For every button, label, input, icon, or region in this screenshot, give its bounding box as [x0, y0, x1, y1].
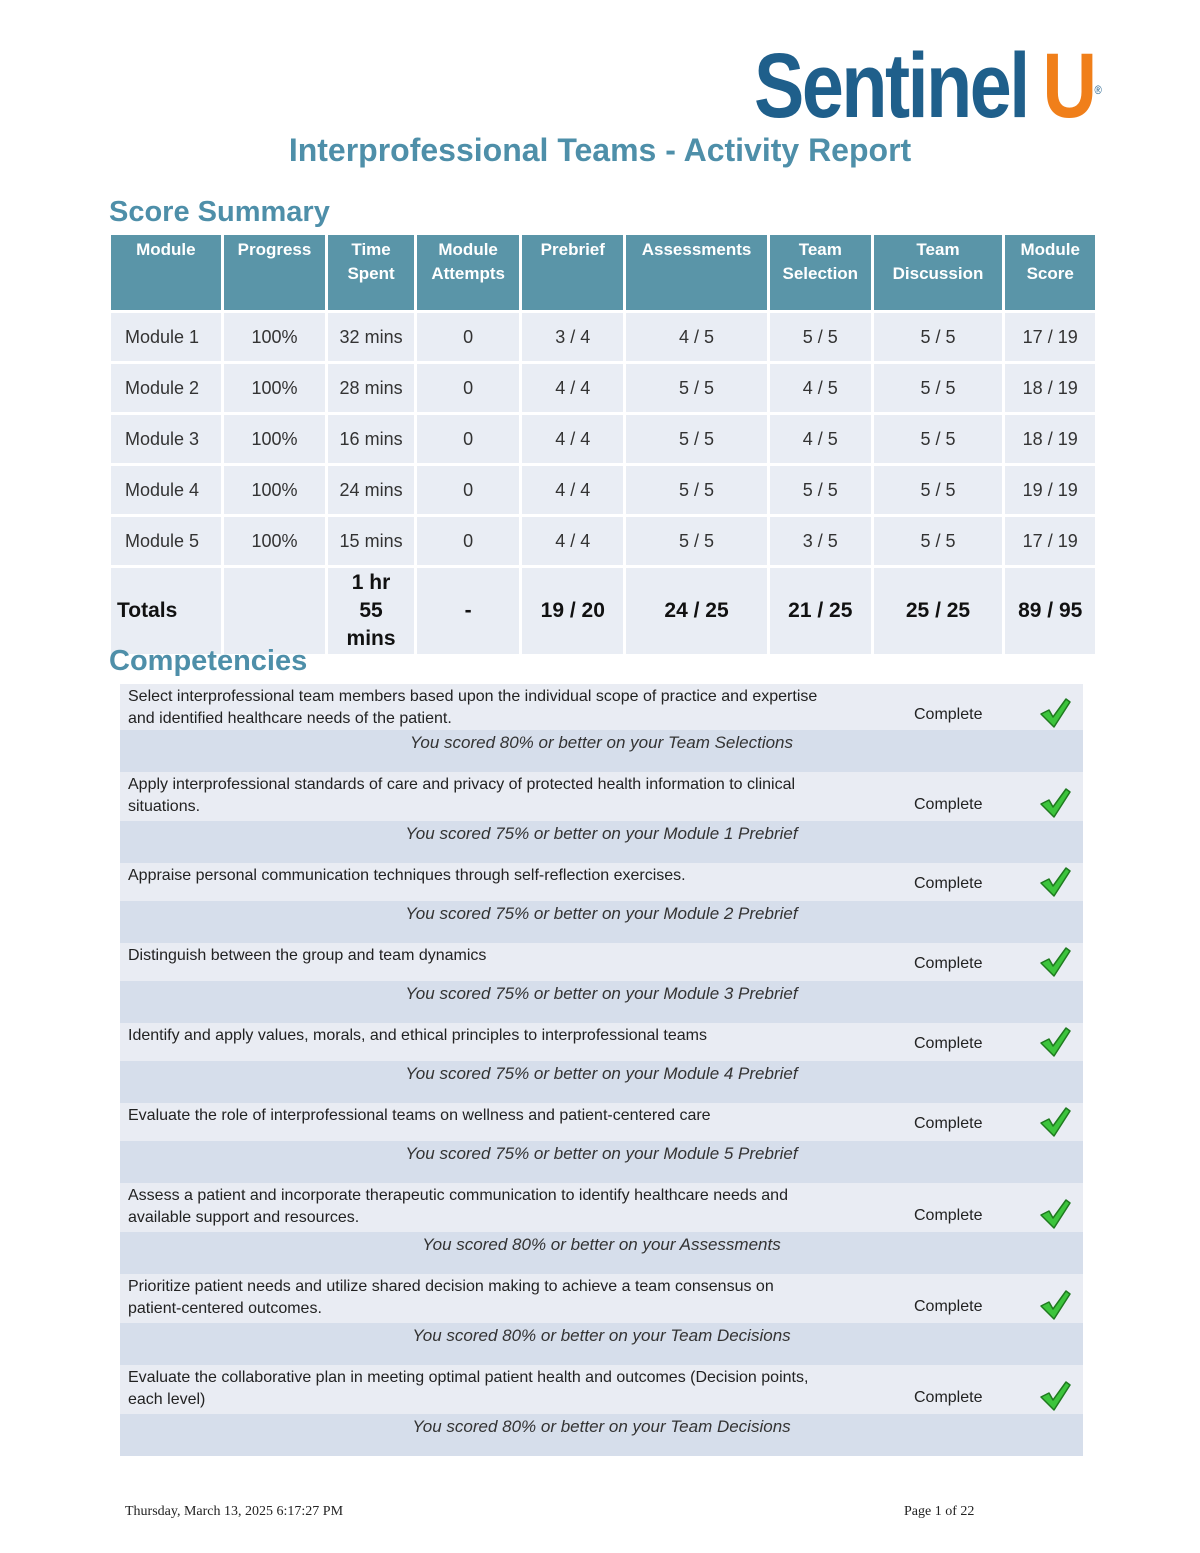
- competency-status: Complete: [914, 955, 983, 972]
- competency-text: Evaluate the collaborative plan in meeting optimal patient health and outcomes (Decision points, each level): [128, 1369, 809, 1408]
- column-header-line: Selection: [782, 264, 859, 283]
- column-header: [874, 235, 1003, 310]
- table-cell: Module 5: [111, 517, 221, 565]
- table-cell: 0: [417, 466, 520, 514]
- table-cell: 5 / 5: [874, 517, 1003, 565]
- table-cell: 100%: [224, 415, 326, 463]
- table-cell: 18 / 19: [1005, 364, 1095, 412]
- table-cell: 100%: [224, 313, 326, 361]
- competency-text: Distinguish between the group and team dynamics: [128, 947, 487, 964]
- checkmark-icon: [1038, 1288, 1072, 1322]
- competency-item: [120, 772, 1083, 863]
- competency-status: Complete: [914, 1298, 983, 1315]
- competency-row: [120, 684, 1083, 730]
- column-header: [626, 235, 767, 310]
- table-cell: 0: [417, 364, 520, 412]
- score-summary-table: [108, 232, 1098, 657]
- totals-time-line: 1 hr: [351, 571, 391, 594]
- competency-item: [120, 863, 1083, 943]
- table-cell: 4 / 4: [522, 517, 623, 565]
- checkmark-icon: [1038, 786, 1072, 820]
- table-cell: 19 / 19: [1005, 466, 1095, 514]
- competency-row: [120, 1274, 1083, 1323]
- table-cell: 5 / 5: [770, 313, 871, 361]
- column-header: [522, 235, 623, 310]
- checkmark-icon: [1038, 865, 1072, 899]
- footer-page-number: Page 1 of 22: [904, 1504, 975, 1519]
- competency-row: [120, 772, 1083, 821]
- table-cell: 4 / 5: [770, 364, 871, 412]
- column-header: [417, 235, 520, 310]
- table-cell: 15 mins: [328, 517, 414, 565]
- column-header-line: Spent: [347, 264, 395, 283]
- table-cell: 100%: [224, 517, 326, 565]
- table-cell: 0: [417, 313, 520, 361]
- table-cell: 5 / 5: [874, 364, 1003, 412]
- competencies-heading: Competencies: [109, 645, 308, 677]
- table-cell: 4 / 5: [626, 313, 767, 361]
- competencies-list: [120, 684, 1083, 1456]
- column-header: [328, 235, 414, 310]
- column-header-line: Module: [1020, 240, 1080, 259]
- column-header-line: Team: [916, 240, 960, 259]
- competency-row: [120, 1183, 1083, 1232]
- table-cell: 4 / 4: [522, 415, 623, 463]
- table-cell: Module 2: [111, 364, 221, 412]
- competency-text: Identify and apply values, morals, and ethical principles to interprofessional teams: [128, 1027, 707, 1044]
- totals-team-discussion-cell: 25 / 25: [874, 568, 1003, 654]
- totals-progress-cell: [224, 568, 326, 654]
- table-cell: 16 mins: [328, 415, 414, 463]
- table-cell: 4 / 4: [522, 364, 623, 412]
- table-row: [111, 313, 1095, 361]
- competency-text: Appraise personal communication techniques through self-reflection exercises.: [128, 867, 686, 884]
- competency-note: You scored 75% or better on your Module 4 Prebrief: [120, 1061, 1083, 1103]
- column-header-line: Progress: [237, 240, 312, 259]
- competency-note: You scored 80% or better on your Assessments: [120, 1232, 1083, 1274]
- competency-item: [120, 684, 1083, 772]
- table-cell: 18 / 19: [1005, 415, 1095, 463]
- totals-time-cell: [328, 568, 414, 654]
- competency-item: [120, 1023, 1083, 1103]
- table-row: [111, 466, 1095, 514]
- column-header: [111, 235, 221, 310]
- table-cell: 5 / 5: [770, 466, 871, 514]
- competency-text: Evaluate the role of interprofessional teams on wellness and patient-centered care: [128, 1107, 711, 1124]
- competency-note: You scored 75% or better on your Module 3 Prebrief: [120, 981, 1083, 1023]
- competency-row: [120, 1023, 1083, 1061]
- table-cell: 5 / 5: [626, 364, 767, 412]
- competency-note: You scored 80% or better on your Team Decisions: [120, 1414, 1083, 1456]
- competency-status: Complete: [914, 1389, 983, 1406]
- table-cell: 32 mins: [328, 313, 414, 361]
- competency-note: You scored 75% or better on your Module 1 Prebrief: [120, 821, 1083, 863]
- table-row: [111, 517, 1095, 565]
- table-cell: 5 / 5: [874, 466, 1003, 514]
- column-header: [770, 235, 871, 310]
- table-cell: 4 / 5: [770, 415, 871, 463]
- column-header-line: Score: [1026, 264, 1074, 283]
- table-cell: Module 4: [111, 466, 221, 514]
- competency-row: [120, 943, 1083, 981]
- column-header-line: Prebrief: [540, 240, 605, 259]
- competency-status: Complete: [914, 1035, 983, 1052]
- checkmark-icon: [1038, 1197, 1072, 1231]
- totals-attempts-cell: -: [417, 568, 520, 654]
- table-cell: 17 / 19: [1005, 313, 1095, 361]
- competency-item: [120, 1103, 1083, 1183]
- table-cell: 5 / 5: [626, 415, 767, 463]
- totals-prebrief-cell: 19 / 20: [522, 568, 623, 654]
- competency-row: [120, 863, 1083, 901]
- totals-team-selection-cell: 21 / 25: [770, 568, 871, 654]
- table-cell: 17 / 19: [1005, 517, 1095, 565]
- table-row: [111, 364, 1095, 412]
- competency-item: [120, 1183, 1083, 1274]
- totals-label-cell: Totals: [111, 568, 221, 654]
- table-cell: 100%: [224, 466, 326, 514]
- column-header-line: Module: [438, 240, 498, 259]
- competency-text: Select interprofessional team members based upon the individual scope of practice and expertise and identified healthcare needs of the patient.: [128, 688, 818, 727]
- totals-time-line: 55: [359, 599, 383, 622]
- sentinel-u-logo: Sentinel U ®: [754, 35, 1102, 137]
- table-row: [111, 415, 1095, 463]
- column-header-line: Attempts: [431, 264, 505, 283]
- competency-text: Prioritize patient needs and utilize shared decision making to achieve a team consensus on patient-centered outcomes.: [128, 1278, 774, 1317]
- table-cell: 28 mins: [328, 364, 414, 412]
- table-cell: 5 / 5: [874, 313, 1003, 361]
- table-cell: 5 / 5: [874, 415, 1003, 463]
- checkmark-icon: [1038, 945, 1072, 979]
- competency-item: [120, 1274, 1083, 1365]
- checkmark-icon: [1038, 1025, 1072, 1059]
- table-header-row: [111, 235, 1095, 310]
- competency-note: You scored 80% or better on your Team Decisions: [120, 1323, 1083, 1365]
- table-cell: 0: [417, 415, 520, 463]
- competency-text: Apply interprofessional standards of care and privacy of protected health information to clinical situations.: [128, 776, 796, 815]
- totals-assessments-cell: 24 / 25: [626, 568, 767, 654]
- column-header-line: Time: [351, 240, 391, 259]
- competency-item: [120, 943, 1083, 1023]
- table-cell: Module 1: [111, 313, 221, 361]
- table-cell: 3 / 5: [770, 517, 871, 565]
- totals-module-score-cell: 89 / 95: [1005, 568, 1095, 654]
- table-cell: 24 mins: [328, 466, 414, 514]
- column-header-line: Module: [136, 240, 196, 259]
- table-cell: 0: [417, 517, 520, 565]
- checkmark-icon: [1038, 696, 1072, 730]
- table-cell: 5 / 5: [626, 517, 767, 565]
- checkmark-icon: [1038, 1105, 1072, 1139]
- competency-item: [120, 1365, 1083, 1456]
- competency-status: Complete: [914, 796, 983, 813]
- competency-row: [120, 1365, 1083, 1414]
- table-cell: 100%: [224, 364, 326, 412]
- totals-time-line: mins: [346, 627, 396, 650]
- competency-note: You scored 80% or better on your Team Selections: [120, 730, 1083, 772]
- column-header-line: Assessments: [641, 240, 752, 259]
- column-header: [1005, 235, 1095, 310]
- table-cell: Module 3: [111, 415, 221, 463]
- checkmark-icon: [1038, 1379, 1072, 1413]
- competency-row: [120, 1103, 1083, 1141]
- score-summary-heading: Score Summary: [109, 196, 330, 228]
- footer-date: Thursday, March 13, 2025 6:17:27 PM: [125, 1504, 344, 1519]
- column-header-line: Discussion: [892, 264, 984, 283]
- competency-status: Complete: [914, 875, 983, 892]
- competency-note: You scored 75% or better on your Module 5 Prebrief: [120, 1141, 1083, 1183]
- competency-status: Complete: [914, 1115, 983, 1132]
- table-cell: 4 / 4: [522, 466, 623, 514]
- report-title: Interprofessional Teams - Activity Report: [288, 132, 912, 168]
- competency-status: Complete: [914, 1207, 983, 1224]
- column-header: [224, 235, 326, 310]
- table-cell: 3 / 4: [522, 313, 623, 361]
- table-cell: 5 / 5: [626, 466, 767, 514]
- column-header-line: Team: [798, 240, 842, 259]
- competency-status: Complete: [914, 706, 983, 723]
- totals-row: [111, 568, 1095, 654]
- competency-text: Assess a patient and incorporate therapeutic communication to identify healthcare needs and available support and resources.: [128, 1187, 788, 1226]
- competency-note: You scored 75% or better on your Module 2 Prebrief: [120, 901, 1083, 943]
